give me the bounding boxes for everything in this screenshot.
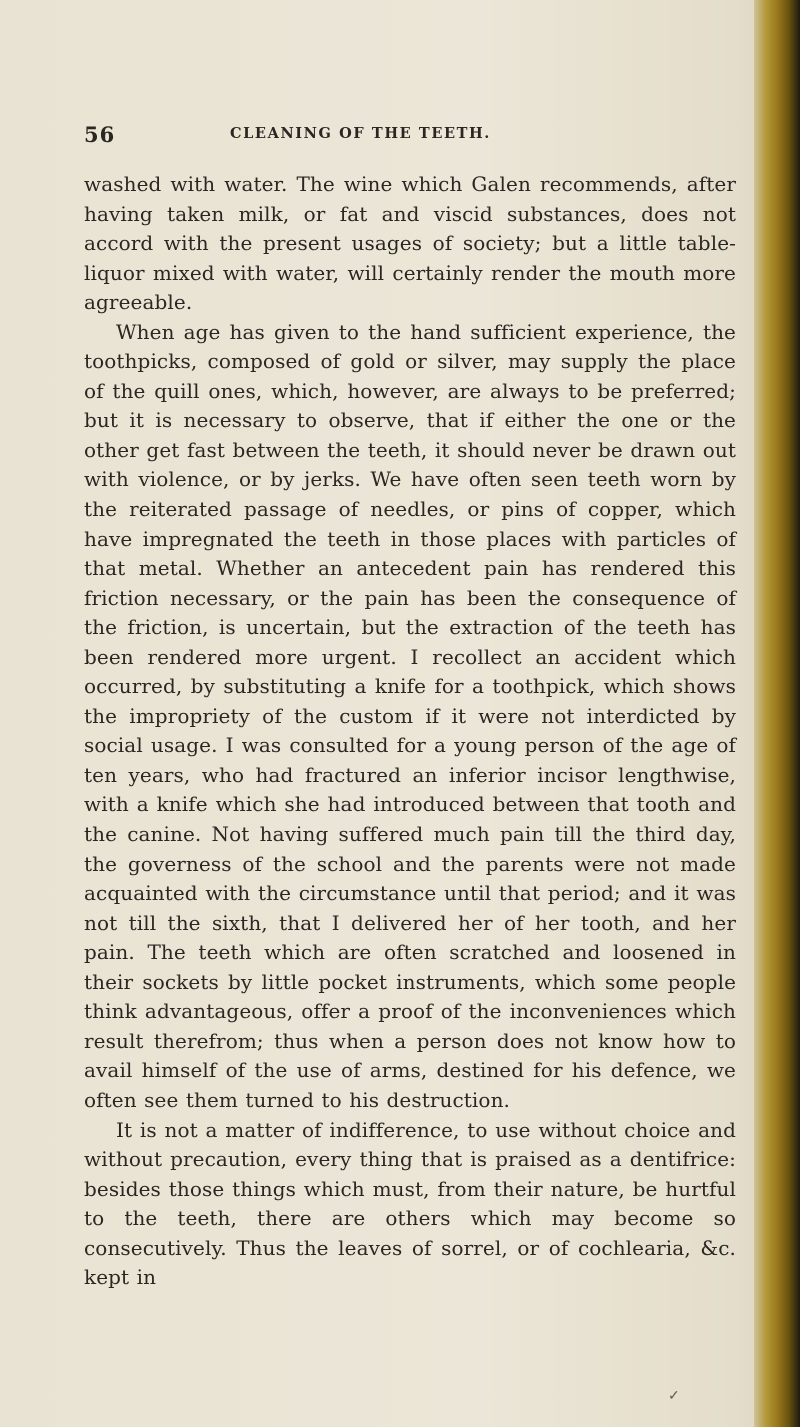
book-spine-binding (754, 0, 800, 1427)
paragraph-2: When age has given to the hand sufficient experience, the toothpicks, composed of gold or silver, may supply the place of the quill ones, which, however, are always to be preferred; but it is necessary to observe, that if either the one or the other get fast between the teeth, it should never be drawn out with violence, or by jerks. We have often seen teeth worn by the reiterated passage of needles, or pins of copper, which have impregnated the teeth in those places with particles of that metal. Whether an antecedent pain has rendered this friction necessary, or the pain has been the consequence of the friction, is uncertain, but the extraction of the teeth has been rendered more urgent. I recollect an accident which occurred, by substituting a knife for a toothpick, which shows the impropriety of the custom if it were not interdicted by social usage. I was consulted for a young person of the age of ten years, who had fractured an inferior incisor lengthwise, with a knife which she had introduced between that tooth and the canine. Not having suffered much pain till the third day, the governess of the school and the parents were not made acquainted with the circumstance until that period; and it was not till the sixth, that I delivered her of her tooth, and her pain. The teeth which are often scratched and loosened in their sockets by little pocket instruments, which some people think advantageous, offer a proof of the inconveniences which result therefrom; thus when a person does not know how to avail himself of the use of arms, destined for his defence, we often see them turned to his destruction. (84, 319, 736, 1112)
body-text (84, 170, 736, 1293)
paragraph-1: washed with water. The wine which Galen recommends, after having taken milk, or fat and viscid substances, does not accord with the present usages of society; but a little table-liquor mixed with water, will certainly render the mouth more agreeable. (84, 172, 736, 315)
printer-mark: ✓ (668, 1388, 680, 1404)
page-number: 56 (84, 122, 116, 147)
paragraph-3: It is not a matter of indifference, to use without choice and without precaution, every thing that is praised as a dentifrice: besides those things which must, from their nature, be hurtful to the teeth, there are others which may become so consecutively. Thus the leaves of sorrel, or of cochlearia, &c. kept in (84, 1117, 736, 1290)
running-head: CLEANING OF THE TEETH. (230, 125, 491, 142)
page-header (84, 122, 734, 152)
